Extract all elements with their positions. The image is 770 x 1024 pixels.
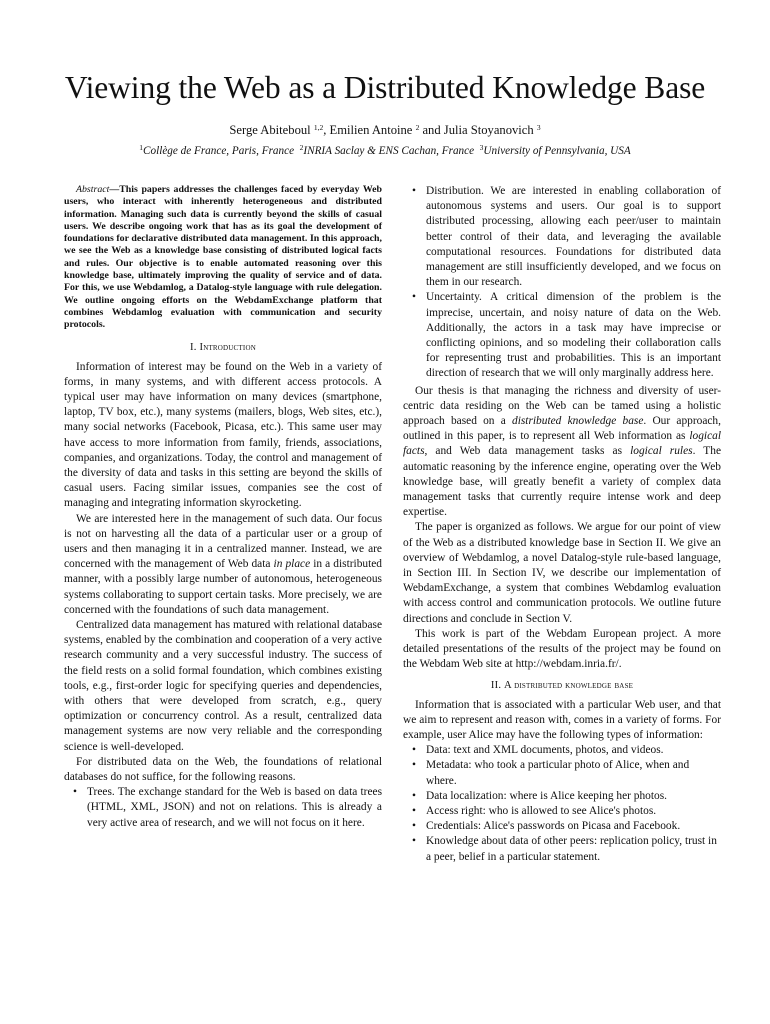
author-affil-mark: 1,2 — [313, 123, 324, 132]
list-item-text: Data localization: where is Alice keeping her photos. — [426, 789, 668, 802]
list-item — [403, 834, 721, 864]
bullet-icon: • — [412, 291, 416, 304]
affil-mark: 3 — [479, 143, 484, 152]
paragraph — [64, 512, 382, 618]
affiliation: Collège de France, Paris, France — [143, 145, 295, 157]
paragraph: For distributed data on the Web, the foundations of relational databases do not suffice, for the following reasons. — [64, 755, 382, 784]
section-title: A distributed knowledge base — [504, 679, 634, 691]
paragraph: Information of interest may be found on the Web in a variety of forms, in many systems, and with different access protocols. A typical user may have information on many devices (smartphone, laptop, TV box, etc.), many systems (mailers, blogs, Web sites, etc.), many social networks (Facebook, Picasa, etc.). This same user may have access to more information from family, friends, associations, companies, and organizations. Today, the control and management of the diversity of data and tasks in this setting are beyond the skills of casual users. Facing similar issues, companies see the cost of managing and integrating information skyrocketing. — [64, 360, 382, 510]
list-item — [403, 819, 721, 834]
emphasis: in place — [273, 558, 311, 571]
bullet-icon: • — [412, 759, 416, 772]
emphasis: distributed knowledge base — [512, 415, 644, 428]
bullet-icon: • — [412, 789, 416, 802]
author-separator: and — [419, 123, 444, 137]
list-item-text: Uncertainty. A critical dimension of the problem is the imprecise, uncertain, and noisy nature of data on the Web. Additionally, the actors in a task may have imprecise or conflicting opinions, and so modeling their collaboration calls for representing trust and probabilities. This is an important direction of research that we will only marginally address here. — [426, 291, 721, 380]
bullet-icon: • — [412, 835, 416, 848]
author-name: Julia Stoyanovich — [443, 123, 534, 137]
bullet-list — [64, 785, 382, 831]
list-item — [403, 758, 721, 788]
text-run: in a distributed manner, with a possibly large number of autonomous, heterogeneous systems collaborating to support certain tasks. More precisely, we are concerned with the foundations of such data management. — [64, 558, 383, 616]
paper-title: Viewing the Web as a Distributed Knowledge Base — [64, 70, 706, 105]
bullet-list — [403, 743, 721, 865]
bullet-icon: • — [412, 744, 416, 757]
affiliation: INRIA Saclay & ENS Cachan, France — [303, 145, 475, 157]
section-number: I. — [190, 341, 197, 353]
list-item — [403, 184, 721, 290]
text-run: , and Web data management tasks as — [424, 445, 631, 458]
section-number: II. — [490, 679, 502, 691]
list-item-text: Data: text and XML documents, photos, and videos. — [426, 744, 664, 757]
list-item-text: Trees. The exchange standard for the Web is based on data trees (HTML, XML, JSON) and not on relations. This is already a very active area of research, and we will not focus on it here. — [87, 786, 382, 829]
paragraph: Centralized data management has matured with relational database systems, enabled by the combination and cooperation of a very active research community and a very successful industry. The success of the field rests on a solid formal foundation, which combines existing tools, e.g., first-order logic for specifying queries and dependencies, with others that were developed from scratch, e.g., query optimization or concurrency control. As a result, centralized data management systems are now very reliable and the corresponding science is well-developed. — [64, 619, 382, 753]
abstract-text: This papers addresses the challenges faced by everyday Web users, who interact with inherently heterogeneous and distributed information. Managing such data is currently beyond the skills of casual users. We describe ongoing work that has as its goal the development of foundations for declarative distributed data management. In this approach, we see the Web as a knowledge base consisting of distributed logical facts and rules. Our objective is to enable automated reasoning over this knowledge base, ultimately improving the quality of service and of data. For this, we use Webdamlog, a Datalog-style language with rule delegation. We outline ongoing efforts on the WebdamExchange platform that combines Webdamlog evaluation with communication and security protocols. — [64, 184, 382, 331]
emphasis: logical facts — [403, 430, 721, 458]
right-column — [403, 184, 721, 867]
abstract-dash: — — [109, 184, 120, 195]
list-item-text: Metadata: who took a particular photo of Alice, when and where. — [426, 759, 690, 787]
list-item-text: Access right: who is allowed to see Alice's photos. — [426, 804, 657, 817]
paragraph: The paper is organized as follows. We argue for our point of view of the Web as a distributed knowledge base in Section II. We give an overview of Webdamlog, a novel Datalog-style rule-based language, in Section III. In Section IV, we describe our implementation of WebdamExchange, a system that combines Webdamlog evaluation with access control and communication protocols. We outline future directions and conclude in Section V. — [403, 521, 721, 625]
paragraph — [403, 384, 721, 521]
emphasis: logical rules — [630, 445, 693, 458]
paragraph: This work is part of the Webdam European project. A more detailed presentations of the results of the project may be found on the Webdam Web site at http://webdam.inria.fr/. — [403, 627, 721, 671]
paragraph: Information that is associated with a particular Web user, and that we aim to represent and reason with, comes in a variety of forms. For example, user Alice may have the following types of information: — [403, 698, 721, 741]
list-item — [403, 290, 721, 381]
list-item — [403, 804, 721, 819]
section-heading-distributed-kb — [403, 679, 721, 693]
bullet-icon: • — [73, 786, 77, 799]
list-item-text: Knowledge about data of other peers: replication policy, trust in a peer, belief in a particular statement. — [426, 835, 717, 863]
bullet-list — [403, 184, 721, 382]
text-run: . The automatic reasoning by the inference engine, operating over the Web knowledge base, will greatly benefit a variety of complex data management tasks that currently require intense work and deep expertise. — [403, 445, 721, 519]
affiliation: University of Pennsylvania, USA — [483, 145, 631, 157]
list-item-text: Credentials: Alice's passwords on Picasa and Facebook. — [426, 820, 681, 833]
affil-mark: 1 — [139, 143, 144, 152]
author-separator: , — [323, 123, 330, 137]
author-name: Serge Abiteboul — [229, 123, 311, 137]
list-item — [403, 789, 721, 804]
author-name: Emilien Antoine — [329, 123, 413, 137]
list-item — [64, 785, 382, 831]
bullet-icon: • — [412, 804, 416, 817]
author-affil-mark: 2 — [415, 123, 420, 132]
author-affil-mark: 3 — [536, 123, 541, 132]
text-run: Our thesis is that managing the richness and diversity of user-centric data residing on the Web can be tamed using a holistic approach based on a — [403, 384, 721, 428]
text-run: . Our approach, outlined in this paper, is to represent all Web information as — [403, 415, 721, 443]
abstract-label: Abstract — [76, 184, 110, 195]
abstract — [64, 184, 382, 332]
affiliation-line — [0, 144, 770, 158]
author-line — [0, 122, 770, 138]
section-heading-introduction — [64, 341, 382, 355]
left-column — [64, 184, 382, 833]
text-run: We are interested here in the management of such data. Our focus is not on harvesting all the data of a particular user or a group of users and then managing it in a centralized manner. Instead, we are concerned with the management of Web data — [64, 512, 382, 571]
bullet-icon: • — [412, 820, 416, 833]
bullet-icon: • — [412, 185, 416, 197]
list-item-text: Distribution. We are interested in enabling collaboration of autonomous systems and users. Our goal is to support distributed processing, allowing each peer/user to maintain better control of their data, and leveraging the available computational resources. Foundations for distributed data management are still insufficiently developed, and we focus on them in our research. — [426, 185, 721, 289]
section-title: Introduction — [199, 341, 256, 353]
affil-mark: 2 — [299, 143, 304, 152]
list-item — [403, 743, 721, 758]
